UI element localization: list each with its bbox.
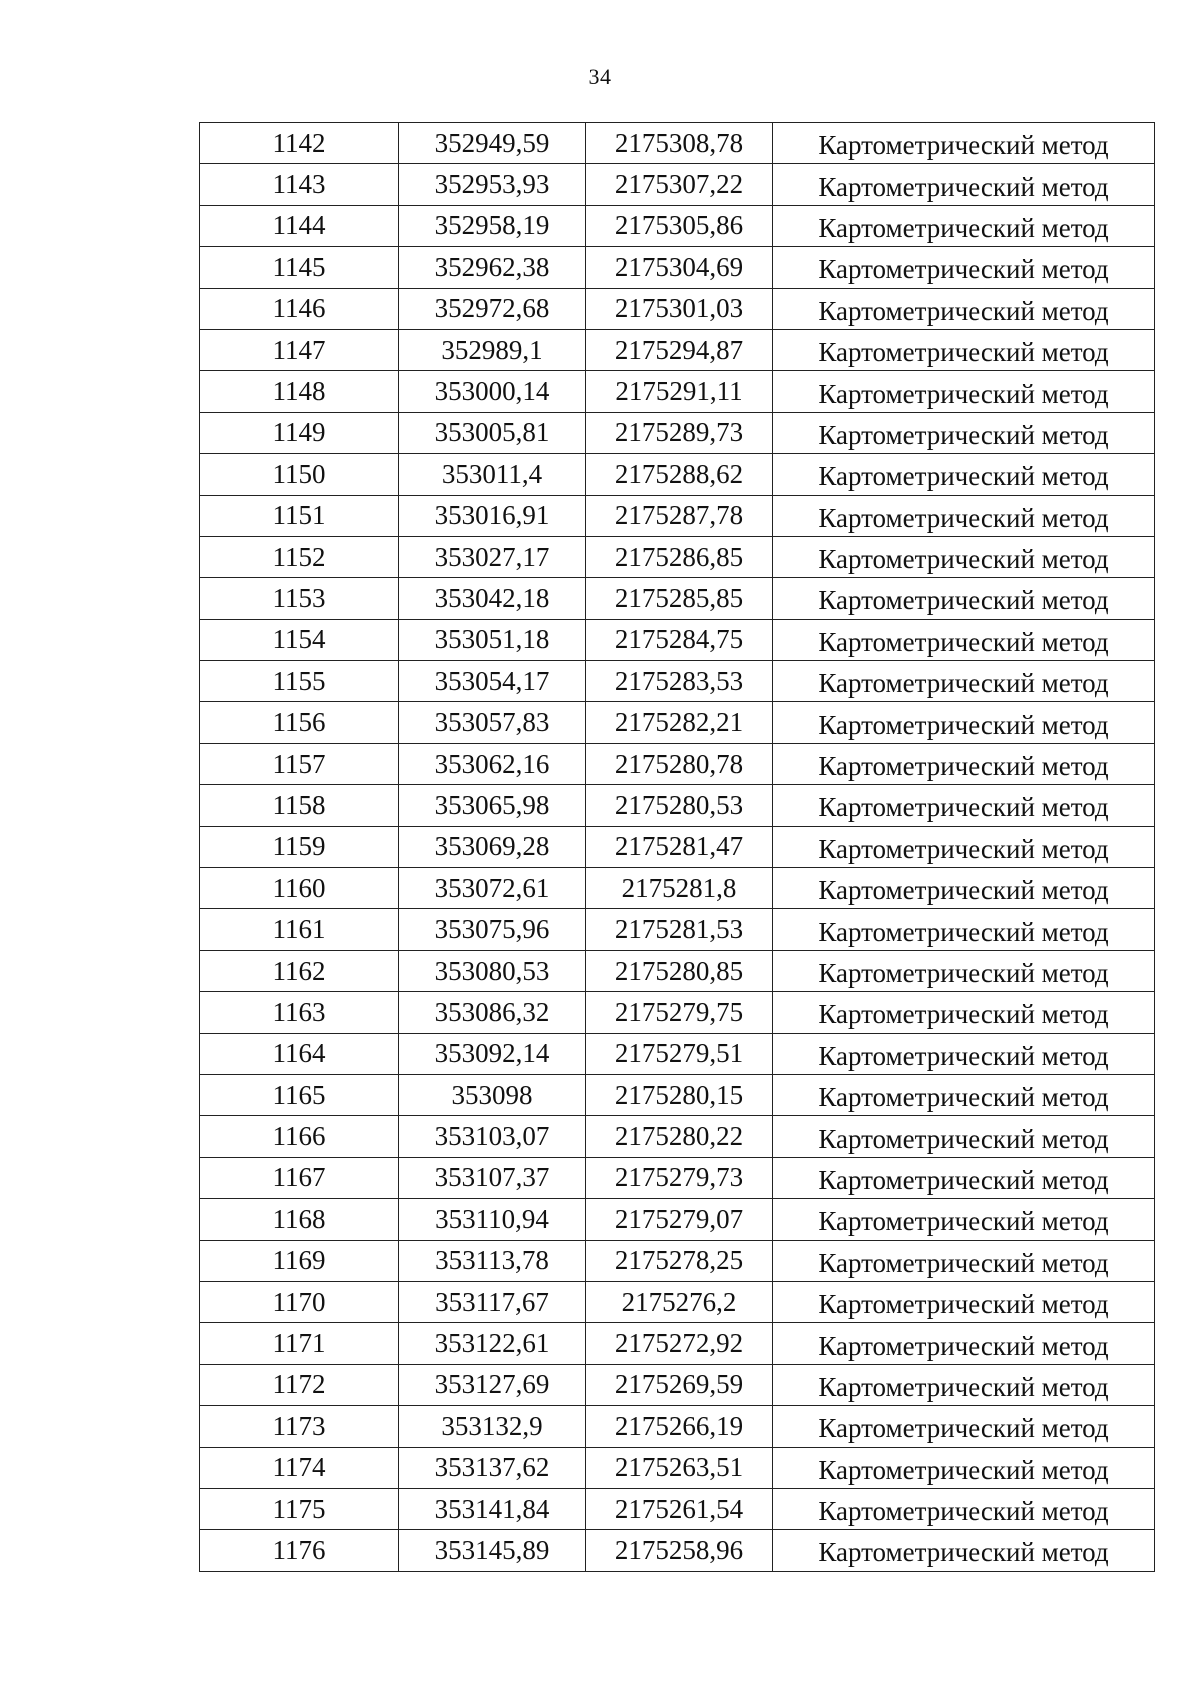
y-coordinate-cell: 2175261,54 (586, 1488, 773, 1529)
method-cell: Картометрический метод (773, 412, 1155, 453)
x-coordinate-cell: 353072,61 (399, 868, 586, 909)
point-number-cell: 1169 (200, 1240, 399, 1281)
point-number-cell: 1155 (200, 661, 399, 702)
point-number-cell: 1175 (200, 1488, 399, 1529)
x-coordinate-cell: 353016,91 (399, 495, 586, 536)
x-coordinate-cell: 353107,37 (399, 1157, 586, 1198)
table-row (200, 1116, 1155, 1157)
method-cell: Картометрический метод (773, 123, 1155, 164)
y-coordinate-cell: 2175280,22 (586, 1116, 773, 1157)
y-coordinate-cell: 2175304,69 (586, 247, 773, 288)
method-cell: Картометрический метод (773, 1074, 1155, 1115)
table-row (200, 1157, 1155, 1198)
x-coordinate-cell: 353098 (399, 1074, 586, 1115)
table-row (200, 992, 1155, 1033)
point-number-cell: 1176 (200, 1530, 399, 1571)
table-row (200, 1323, 1155, 1364)
y-coordinate-cell: 2175285,85 (586, 578, 773, 619)
y-coordinate-cell: 2175280,78 (586, 743, 773, 784)
table-row (200, 123, 1155, 164)
y-coordinate-cell: 2175288,62 (586, 454, 773, 495)
table-row (200, 288, 1155, 329)
y-coordinate-cell: 2175280,85 (586, 950, 773, 991)
x-coordinate-cell: 352989,1 (399, 329, 586, 370)
y-coordinate-cell: 2175263,51 (586, 1447, 773, 1488)
table-row (200, 1488, 1155, 1529)
table-row (200, 868, 1155, 909)
y-coordinate-cell: 2175301,03 (586, 288, 773, 329)
table-row (200, 1240, 1155, 1281)
x-coordinate-cell: 353005,81 (399, 412, 586, 453)
x-coordinate-cell: 353080,53 (399, 950, 586, 991)
table-row (200, 495, 1155, 536)
x-coordinate-cell: 352962,38 (399, 247, 586, 288)
x-coordinate-cell: 353065,98 (399, 785, 586, 826)
x-coordinate-cell: 353103,07 (399, 1116, 586, 1157)
method-cell: Картометрический метод (773, 950, 1155, 991)
point-number-cell: 1151 (200, 495, 399, 536)
x-coordinate-cell: 353117,67 (399, 1281, 586, 1322)
method-cell: Картометрический метод (773, 371, 1155, 412)
method-cell: Картометрический метод (773, 1157, 1155, 1198)
method-cell: Картометрический метод (773, 785, 1155, 826)
x-coordinate-cell: 353011,4 (399, 454, 586, 495)
x-coordinate-cell: 352953,93 (399, 164, 586, 205)
method-cell: Картометрический метод (773, 1116, 1155, 1157)
y-coordinate-cell: 2175291,11 (586, 371, 773, 412)
method-cell: Картометрический метод (773, 1240, 1155, 1281)
table-row (200, 785, 1155, 826)
point-number-cell: 1144 (200, 205, 399, 246)
x-coordinate-cell: 353042,18 (399, 578, 586, 619)
x-coordinate-cell: 353092,14 (399, 1033, 586, 1074)
table-row (200, 1074, 1155, 1115)
x-coordinate-cell: 352972,68 (399, 288, 586, 329)
point-number-cell: 1143 (200, 164, 399, 205)
table-row (200, 1281, 1155, 1322)
method-cell: Картометрический метод (773, 661, 1155, 702)
point-number-cell: 1150 (200, 454, 399, 495)
y-coordinate-cell: 2175307,22 (586, 164, 773, 205)
y-coordinate-cell: 2175284,75 (586, 619, 773, 660)
point-number-cell: 1148 (200, 371, 399, 412)
point-number-cell: 1156 (200, 702, 399, 743)
point-number-cell: 1171 (200, 1323, 399, 1364)
method-cell: Картометрический метод (773, 164, 1155, 205)
y-coordinate-cell: 2175287,78 (586, 495, 773, 536)
point-number-cell: 1172 (200, 1364, 399, 1405)
x-coordinate-cell: 352958,19 (399, 205, 586, 246)
coordinates-table-body (200, 123, 1155, 1572)
point-number-cell: 1162 (200, 950, 399, 991)
table-row (200, 536, 1155, 577)
point-number-cell: 1149 (200, 412, 399, 453)
x-coordinate-cell: 353027,17 (399, 536, 586, 577)
x-coordinate-cell: 353054,17 (399, 661, 586, 702)
x-coordinate-cell: 353127,69 (399, 1364, 586, 1405)
point-number-cell: 1163 (200, 992, 399, 1033)
y-coordinate-cell: 2175272,92 (586, 1323, 773, 1364)
table-row (200, 164, 1155, 205)
point-number-cell: 1152 (200, 536, 399, 577)
table-row (200, 454, 1155, 495)
method-cell: Картометрический метод (773, 909, 1155, 950)
method-cell: Картометрический метод (773, 578, 1155, 619)
y-coordinate-cell: 2175281,47 (586, 826, 773, 867)
y-coordinate-cell: 2175294,87 (586, 329, 773, 370)
y-coordinate-cell: 2175276,2 (586, 1281, 773, 1322)
y-coordinate-cell: 2175279,07 (586, 1199, 773, 1240)
point-number-cell: 1161 (200, 909, 399, 950)
y-coordinate-cell: 2175282,21 (586, 702, 773, 743)
x-coordinate-cell: 353086,32 (399, 992, 586, 1033)
method-cell: Картометрический метод (773, 702, 1155, 743)
method-cell: Картометрический метод (773, 1488, 1155, 1529)
table-row (200, 1033, 1155, 1074)
method-cell: Картометрический метод (773, 495, 1155, 536)
point-number-cell: 1146 (200, 288, 399, 329)
y-coordinate-cell: 2175289,73 (586, 412, 773, 453)
method-cell: Картометрический метод (773, 868, 1155, 909)
x-coordinate-cell: 353132,9 (399, 1406, 586, 1447)
x-coordinate-cell: 353113,78 (399, 1240, 586, 1281)
point-number-cell: 1166 (200, 1116, 399, 1157)
table-row (200, 1364, 1155, 1405)
y-coordinate-cell: 2175279,51 (586, 1033, 773, 1074)
table-row (200, 412, 1155, 453)
table-row (200, 826, 1155, 867)
table-row (200, 371, 1155, 412)
y-coordinate-cell: 2175280,15 (586, 1074, 773, 1115)
x-coordinate-cell: 353062,16 (399, 743, 586, 784)
method-cell: Картометрический метод (773, 992, 1155, 1033)
point-number-cell: 1173 (200, 1406, 399, 1447)
table-row (200, 909, 1155, 950)
point-number-cell: 1145 (200, 247, 399, 288)
table-row (200, 1199, 1155, 1240)
page-number: 34 (588, 64, 612, 89)
x-coordinate-cell: 353110,94 (399, 1199, 586, 1240)
method-cell: Картометрический метод (773, 1364, 1155, 1405)
method-cell: Картометрический метод (773, 536, 1155, 577)
y-coordinate-cell: 2175305,86 (586, 205, 773, 246)
table-row (200, 702, 1155, 743)
table-row (200, 1447, 1155, 1488)
table-row (200, 578, 1155, 619)
x-coordinate-cell: 353145,89 (399, 1530, 586, 1571)
table-row (200, 950, 1155, 991)
x-coordinate-cell: 353057,83 (399, 702, 586, 743)
point-number-cell: 1167 (200, 1157, 399, 1198)
point-number-cell: 1154 (200, 619, 399, 660)
x-coordinate-cell: 353069,28 (399, 826, 586, 867)
table-row (200, 1406, 1155, 1447)
point-number-cell: 1168 (200, 1199, 399, 1240)
table-row (200, 329, 1155, 370)
point-number-cell: 1164 (200, 1033, 399, 1074)
x-coordinate-cell: 353075,96 (399, 909, 586, 950)
x-coordinate-cell: 352949,59 (399, 123, 586, 164)
method-cell: Картометрический метод (773, 1323, 1155, 1364)
point-number-cell: 1147 (200, 329, 399, 370)
y-coordinate-cell: 2175278,25 (586, 1240, 773, 1281)
point-number-cell: 1142 (200, 123, 399, 164)
method-cell: Картометрический метод (773, 205, 1155, 246)
x-coordinate-cell: 353141,84 (399, 1488, 586, 1529)
table-row (200, 661, 1155, 702)
method-cell: Картометрический метод (773, 454, 1155, 495)
method-cell: Картометрический метод (773, 1447, 1155, 1488)
point-number-cell: 1174 (200, 1447, 399, 1488)
table-row (200, 247, 1155, 288)
y-coordinate-cell: 2175279,75 (586, 992, 773, 1033)
table-row (200, 743, 1155, 784)
point-number-cell: 1153 (200, 578, 399, 619)
y-coordinate-cell: 2175280,53 (586, 785, 773, 826)
method-cell: Картометрический метод (773, 247, 1155, 288)
table-row (200, 205, 1155, 246)
table-row (200, 1530, 1155, 1571)
point-number-cell: 1157 (200, 743, 399, 784)
method-cell: Картометрический метод (773, 1033, 1155, 1074)
point-number-cell: 1159 (200, 826, 399, 867)
y-coordinate-cell: 2175258,96 (586, 1530, 773, 1571)
method-cell: Картометрический метод (773, 1406, 1155, 1447)
x-coordinate-cell: 353137,62 (399, 1447, 586, 1488)
y-coordinate-cell: 2175286,85 (586, 536, 773, 577)
y-coordinate-cell: 2175266,19 (586, 1406, 773, 1447)
y-coordinate-cell: 2175269,59 (586, 1364, 773, 1405)
method-cell: Картометрический метод (773, 1281, 1155, 1322)
method-cell: Картометрический метод (773, 329, 1155, 370)
method-cell: Картометрический метод (773, 288, 1155, 329)
point-number-cell: 1165 (200, 1074, 399, 1115)
x-coordinate-cell: 353051,18 (399, 619, 586, 660)
point-number-cell: 1170 (200, 1281, 399, 1322)
x-coordinate-cell: 353000,14 (399, 371, 586, 412)
table-row (200, 619, 1155, 660)
method-cell: Картометрический метод (773, 826, 1155, 867)
y-coordinate-cell: 2175281,8 (586, 868, 773, 909)
point-number-cell: 1158 (200, 785, 399, 826)
y-coordinate-cell: 2175279,73 (586, 1157, 773, 1198)
y-coordinate-cell: 2175283,53 (586, 661, 773, 702)
method-cell: Картометрический метод (773, 743, 1155, 784)
method-cell: Картометрический метод (773, 619, 1155, 660)
x-coordinate-cell: 353122,61 (399, 1323, 586, 1364)
y-coordinate-cell: 2175281,53 (586, 909, 773, 950)
y-coordinate-cell: 2175308,78 (586, 123, 773, 164)
coordinates-table (199, 122, 1155, 1572)
method-cell: Картометрический метод (773, 1199, 1155, 1240)
point-number-cell: 1160 (200, 868, 399, 909)
method-cell: Картометрический метод (773, 1530, 1155, 1571)
